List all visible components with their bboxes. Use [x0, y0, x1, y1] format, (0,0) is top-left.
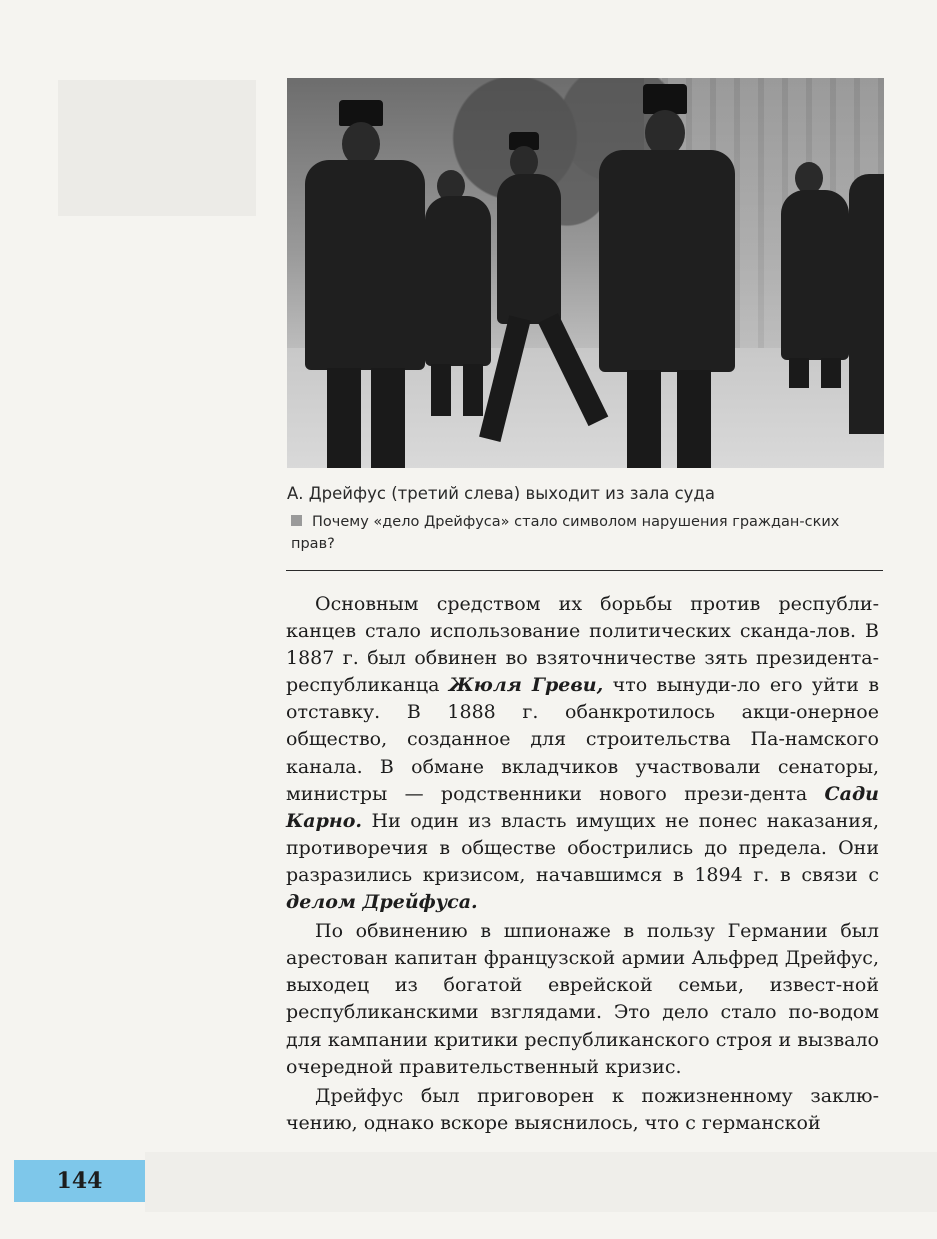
paragraph-1	[286, 591, 879, 916]
emphasis-name-grevy: Жюля Греви,	[448, 674, 604, 697]
soldier-leg	[627, 370, 661, 468]
page-number: 144	[56, 1168, 103, 1194]
caption-question-text: Почему «дело Дрейфуса» стало символом нарушения граждан-ских прав?	[291, 514, 840, 552]
historical-photo	[287, 78, 884, 468]
paragraph-3: Дрейфус был приговорен к пожизненному заклю-чению, однако вскоре выяснилось, что с германской	[286, 1084, 879, 1134]
soldier-leg	[463, 364, 483, 416]
paragraph-2: По обвинению в шпионаже в пользу Германии был арестован капитан французской армии Альфред Дрейфус, выходец из богатой еврейской семьи, извест-ной республиканскими взглядами. Это дело стало по-водом для кампании критики республиканского строя и вызвало очередной правительственный кризис.	[286, 920, 879, 1078]
dreyfus-figure	[497, 174, 561, 324]
soldier-leg	[327, 368, 361, 468]
soldier-leg	[821, 358, 841, 388]
soldier-figure	[599, 150, 735, 372]
page-footer-strip	[145, 1152, 937, 1212]
soldier-leg	[371, 368, 405, 468]
soldier-figure	[849, 174, 884, 434]
caption-divider	[286, 570, 883, 571]
paragraph-1-text-a: Основным средством их борьбы против республи-канцев стало использование политических сканда-лов. В 1887 г. был обвинен во взяточничестве зять президента-республиканца	[286, 593, 879, 697]
figure-caption-title: А. Дрейфус (третий слева) выходит из зала суда	[287, 484, 715, 503]
soldier-leg	[677, 370, 711, 468]
paragraph-1-text-b: что вынуди-ло его уйти в отставку. В 1888 г. обанкротилось акци-онерное общество, созданное для строительства Па-намского канала. В обмане вкладчиков участвовали сенаторы, министры — родственники нового прези-дента	[286, 674, 880, 805]
emphasis-name-carnot: Сади Карно.	[286, 782, 879, 832]
soldier-figure	[781, 190, 849, 360]
main-text	[286, 591, 879, 1137]
soldier-figure	[425, 196, 491, 366]
soldier-leg	[431, 364, 451, 416]
question-square-icon	[291, 515, 302, 526]
margin-note-box	[58, 80, 256, 216]
soldier-leg	[789, 358, 809, 388]
paragraph-1-text-c: Ни один из власть имущих не понес наказания, противоречия в обществе обострились до предела. Они разразились кризисом, начавшимся в 1894 г. в связи с	[286, 809, 879, 886]
emphasis-term-dreyfus-affair: делом Дрейфуса.	[286, 891, 478, 914]
figure-caption-question	[291, 511, 883, 555]
soldier-figure	[305, 160, 425, 370]
